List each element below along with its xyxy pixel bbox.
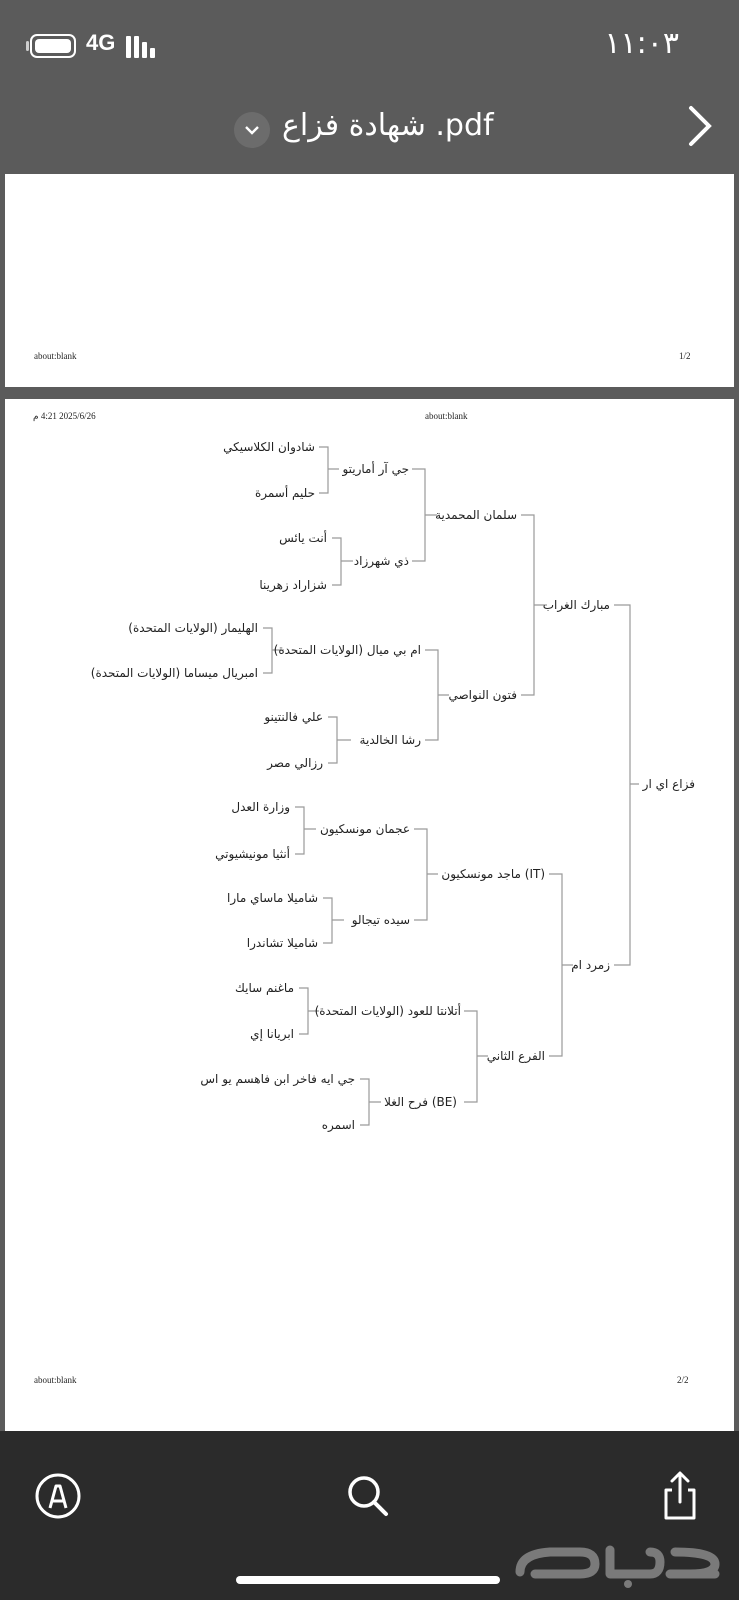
gen5-name: الهليمار (الولايات المتحدة) (128, 621, 258, 635)
search-icon[interactable] (340, 1468, 396, 1524)
root-name: فزاع اي ار (642, 777, 695, 791)
gen4-name: أتلانتا للعود (الولايات المتحدة) (314, 1004, 461, 1018)
gen4-name: ام بي ميال (الولايات المتحدة) (273, 643, 421, 657)
gen4-name: عجمان مونسكيون (319, 822, 410, 836)
document-title[interactable]: شهادة فزاع .pdf (282, 108, 494, 143)
gen3-name: الفرع الثاني (486, 1049, 545, 1063)
gen3-name: ماجد مونسكيون (IT) (441, 867, 545, 881)
gen4-name: رشا الخالدية (359, 733, 421, 747)
gen5-name: اسمره (321, 1118, 355, 1132)
gen5-name: علي فالنتينو (264, 710, 323, 724)
bracket-lines (263, 447, 639, 1125)
gen5-name: جي ايه فاخر ابن فاهسم يو اس (200, 1072, 355, 1086)
gen4-name: فرح الغلا (BE) (384, 1095, 457, 1109)
gen5-name: حليم أسمرة (254, 486, 315, 500)
gen5-name: شاميلا تشاندرا (246, 936, 318, 950)
markup-pen-icon[interactable] (30, 1468, 86, 1524)
pdf-page-1 (5, 174, 734, 387)
gen5-name: ابريانا إي (250, 1027, 294, 1041)
gen5-name: شزاراد زهرينا (259, 578, 327, 592)
page1-footer-left: about:blank (34, 351, 77, 361)
battery-icon (30, 34, 76, 58)
haraj-watermark-logo (510, 1530, 730, 1590)
chevron-right-icon[interactable] (687, 104, 713, 158)
page2-footer-left: about:blank (34, 1375, 77, 1385)
signal-icon (126, 34, 162, 58)
page2-page-number: 2/2 (677, 1375, 689, 1385)
bracket-names (91, 440, 695, 1133)
gen5-name: امبريال ميساما (الولايات المتحدة) (90, 666, 258, 680)
gen4-name: سيده تيجالو (351, 913, 410, 927)
battery-nub (26, 41, 29, 51)
gen3-name: سلمان المحمدية (435, 508, 517, 522)
page2-header-center: about:blank (425, 411, 468, 421)
clock: ١١:٠٣ (604, 26, 679, 61)
sire-name: مبارك الغراب (542, 598, 610, 612)
page2-header-date: 2025/6/26 4:21 م (33, 411, 96, 421)
network-type: 4G (86, 30, 116, 55)
gen5-name: وزارة العدل (231, 800, 290, 814)
pedigree-bracket (5, 399, 734, 1431)
gen5-name: رزالي مصر (267, 756, 323, 770)
title-bar (0, 90, 739, 170)
gen5-name: ماغنم سايك (235, 981, 294, 995)
home-indicator[interactable] (236, 1576, 500, 1584)
share-icon[interactable] (652, 1468, 708, 1524)
gen4-name: جي آر أماريتو (342, 462, 409, 476)
gen4-name: ذي شهرزاد (353, 554, 409, 568)
gen5-name: أنت يائس (279, 531, 327, 545)
gen5-name: شادوان الكلاسيكي (223, 440, 315, 454)
gen5-name: شاميلا ماساي مارا (227, 891, 318, 905)
pdf-page-2 (5, 399, 734, 1431)
gen3-name: فتون النواصي (448, 688, 517, 702)
chevron-down-icon[interactable] (234, 112, 270, 148)
dam-name: زمرد ام (571, 958, 610, 972)
status-bar (0, 0, 739, 90)
page1-page-number: 1/2 (679, 351, 691, 361)
gen5-name: أنثيا مونيشيوتي (215, 847, 290, 861)
